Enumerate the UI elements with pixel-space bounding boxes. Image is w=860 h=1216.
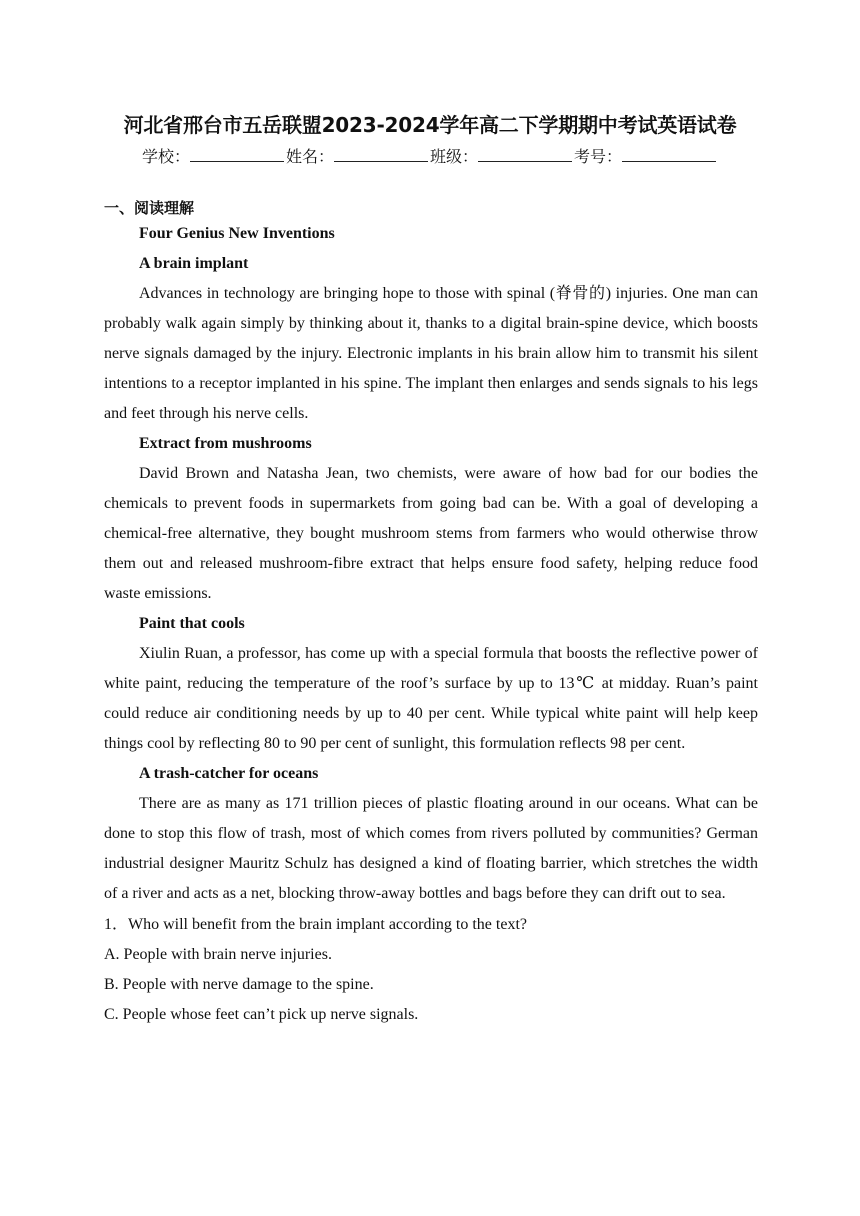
exam-title: 河北省邢台市五岳联盟2023-2024学年高二下学期期中考试英语试卷 — [123, 113, 737, 137]
class-label: 班级： — [430, 147, 479, 166]
answer-option-c[interactable]: C. People whose feet can’t pick up nerve signals. — [104, 1006, 419, 1023]
exam-number-blank[interactable] — [622, 145, 716, 162]
part-heading: A trash-catcher for oceans — [139, 765, 319, 782]
part-text: There are as many as 171 trillion pieces of plastic floating around in our oceans. What can be done to stop this flow of trash, most of which comes from rivers polluted by communities? German industrial designer Mauritz Schulz has designed a kind of floating barrier, which stretches the width of a river and acts as a net, blocking throw-away bottles and bags before they can drift out to sea. — [104, 795, 758, 902]
class-blank[interactable] — [478, 145, 572, 162]
exam-number-label: 考号： — [574, 147, 623, 166]
answer-option-b[interactable]: B. People with nerve damage to the spine. — [104, 976, 374, 993]
part-text: Xiulin Ruan, a professor, has come up with a special formula that boosts the reflective power of white paint, reducing the temperature of the roof’s surface by up to 13℃ at midday. Ruan’s paint could reduce air conditioning needs by up to 40 per cent. While typical white paint will help keep things cool by reflecting 80 to 90 per cent of sunlight, this formulation reflects 98 per cent. — [104, 645, 758, 752]
question-stem: 1．Who will benefit from the brain implant according to the text? — [104, 916, 527, 933]
part-text: David Brown and Natasha Jean, two chemists, were aware of how bad for our bodies the chemicals to prevent foods in supermarkets from going bad can be. With a goal of developing a chemical-free alternative, they bought mushroom stems from farmers who would otherwise throw them out and released mushroom-fibre extract that helps ensure food safety, helping reduce food waste emissions. — [104, 465, 758, 602]
reading-content — [104, 219, 758, 1030]
class-field — [430, 145, 574, 169]
part-heading: Extract from mushrooms — [139, 435, 312, 452]
name-label: 姓名： — [285, 147, 334, 166]
part-heading: A brain implant — [139, 255, 249, 272]
name-field — [286, 145, 430, 169]
exam-number-field — [574, 145, 718, 169]
part-heading: Paint that cools — [139, 615, 245, 632]
student-info-line — [0, 145, 860, 169]
section-heading: 一、阅读理解 — [104, 199, 195, 217]
answer-option-a[interactable]: A. People with brain nerve injuries. — [104, 946, 332, 963]
part-text: Advances in technology are bringing hope to those with spinal (脊骨的) injuries. One man can probably walk again simply by thinking about it, thanks to a digital brain-spine device, which boosts nerve signals damaged by the injury. Electronic implants in his brain allow him to transmit his silent intentions to a receptor implanted in his spine. The implant then enlarges and sends signals to his legs and feet through his nerve cells. — [104, 285, 758, 422]
passage-title: Four Genius New Inventions — [139, 225, 335, 242]
school-label: 学校： — [141, 147, 190, 166]
school-field — [142, 145, 286, 169]
name-blank[interactable] — [334, 145, 428, 162]
school-blank[interactable] — [190, 145, 284, 162]
